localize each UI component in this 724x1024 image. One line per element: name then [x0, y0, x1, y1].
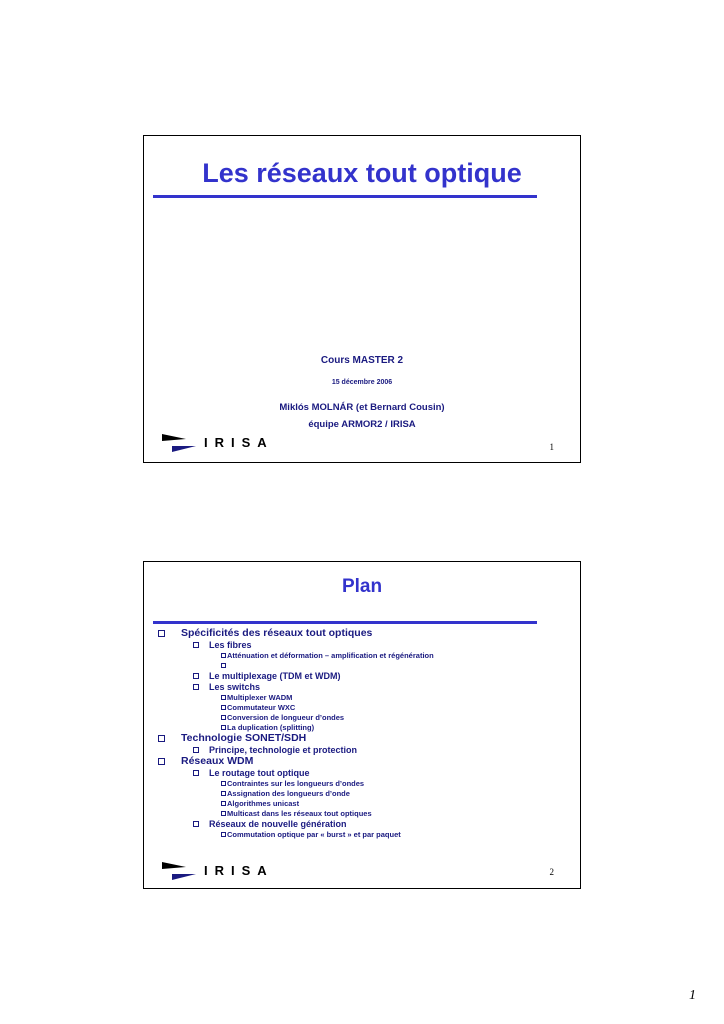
outline-item-text: Atténuation et déformation – amplification et régénération — [227, 650, 434, 660]
outline-item-text: Le routage tout optique — [209, 767, 310, 778]
slide-title: Les réseaux tout optique — [202, 158, 522, 188]
outline-item — [158, 702, 570, 712]
checkbox-bullet-icon — [221, 663, 226, 668]
outline-list — [158, 627, 570, 839]
outline-item — [158, 681, 570, 692]
course-label: Cours MASTER 2 — [320, 355, 404, 366]
checkbox-bullet-icon — [221, 791, 226, 796]
outline-item — [158, 744, 570, 755]
outline-item — [158, 755, 570, 767]
checkbox-bullet-icon — [193, 673, 199, 679]
checkbox-bullet-icon — [221, 653, 226, 658]
checkbox-bullet-icon — [193, 684, 199, 690]
outline-item — [158, 692, 570, 702]
checkbox-bullet-icon — [193, 642, 199, 648]
irisa-logo — [162, 434, 272, 452]
outline-item — [158, 650, 570, 660]
checkbox-bullet-icon — [221, 832, 226, 837]
checkbox-bullet-icon — [158, 758, 165, 765]
slide-title: Plan — [341, 576, 383, 597]
checkbox-bullet-icon — [221, 801, 226, 806]
outline-item-text: Contraintes sur les longueurs d’ondes — [227, 778, 365, 788]
outline-item — [158, 732, 570, 744]
outline-item — [158, 660, 570, 670]
outline-item-text: Multicast dans les réseaux tout optiques — [227, 808, 372, 818]
outline-item — [158, 712, 570, 722]
outline-item-text: Multiplexer WADM — [227, 692, 293, 702]
outline-item-text: Commutation optique par « burst » et par paquet — [227, 829, 401, 839]
outline-item-text: Spécificités des réseaux tout optiques — [181, 627, 373, 639]
outline-item — [158, 639, 570, 650]
outline-item-text: Algorithmes unicast — [227, 798, 300, 808]
outline-item — [158, 798, 570, 808]
outline-item — [158, 829, 570, 839]
checkbox-bullet-icon — [221, 781, 226, 786]
team-label: équipe ARMOR2 / IRISA — [308, 419, 416, 430]
checkbox-bullet-icon — [221, 705, 226, 710]
slide-2 — [143, 561, 581, 889]
checkbox-bullet-icon — [158, 630, 165, 637]
checkbox-bullet-icon — [221, 715, 226, 720]
checkbox-bullet-icon — [193, 821, 199, 827]
outline-item — [158, 670, 570, 681]
checkbox-bullet-icon — [158, 735, 165, 742]
outline-item — [158, 778, 570, 788]
irisa-logo-text: IRISA — [204, 863, 274, 878]
checkbox-bullet-icon — [193, 770, 199, 776]
outline-item-text: Commutateur WXC — [227, 702, 296, 712]
outline-item — [158, 767, 570, 778]
outline-item-text: Principe, technologie et protection — [209, 744, 358, 755]
title-underline — [153, 195, 537, 198]
outline-item-text: La duplication (splitting) — [227, 722, 315, 732]
outline-item-text: Le multiplexage (TDM et WDM) — [209, 670, 341, 681]
date-label: 15 décembre 2006 — [331, 379, 393, 386]
slide-page-number: 2 — [549, 867, 554, 877]
outline-item — [158, 627, 570, 639]
irisa-logo-text: IRISA — [204, 435, 274, 450]
outline-item-text: Technologie SONET/SDH — [181, 732, 307, 744]
checkbox-bullet-icon — [193, 747, 199, 753]
outline-item-text: Conversion de longueur d’ondes — [227, 712, 345, 722]
outline-item — [158, 788, 570, 798]
slide-1 — [143, 135, 581, 463]
page-number: 1 — [689, 988, 696, 1003]
outline-item-text: Réseaux WDM — [181, 755, 254, 767]
checkbox-bullet-icon — [221, 811, 226, 816]
outline-item-text: Les fibres — [209, 639, 252, 650]
checkbox-bullet-icon — [221, 725, 226, 730]
outline-item-text: Réseaux de nouvelle génération — [209, 818, 347, 829]
checkbox-bullet-icon — [221, 695, 226, 700]
authors-label: Miklós MOLNÁR (et Bernard Cousin) — [279, 402, 445, 413]
outline-item — [158, 808, 570, 818]
slide-page-number: 1 — [549, 442, 554, 452]
outline-item-text: Assignation des longueurs d’onde — [227, 788, 350, 798]
irisa-logo — [162, 862, 272, 880]
outline-item — [158, 818, 570, 829]
outline-item — [158, 722, 570, 732]
irisa-logo-icon — [162, 862, 196, 880]
outline-item-text: Les switchs — [209, 681, 261, 692]
title-underline — [153, 621, 537, 624]
irisa-logo-icon — [162, 434, 196, 452]
